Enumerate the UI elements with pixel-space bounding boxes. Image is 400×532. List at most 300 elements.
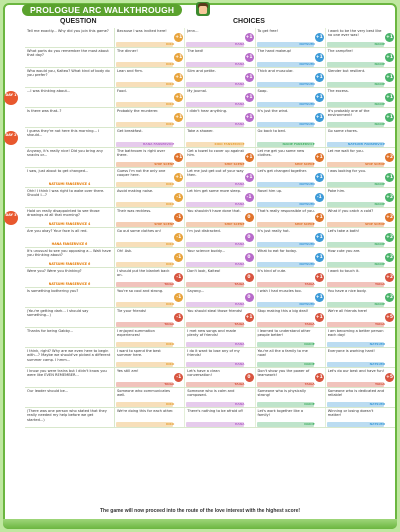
choice-text: I was looking for you. [327,169,367,173]
question-cell [25,368,115,387]
character-avatar-icon [196,2,210,16]
choice-text: Go out some clothes on! [117,229,162,233]
choice-cell [185,208,255,227]
character-color-bar [116,362,173,367]
choice-text: Let's do our best and have fun! [327,369,385,373]
choice-cell [256,188,326,207]
points-badge: +1 [315,275,323,280]
choice-text: Go back to bed. [257,129,286,133]
character-color-bar [116,422,173,427]
choice-text: We're doing this for each other. [117,409,174,413]
fanservice-tag: NATSUMI FANSERVICE 6 [48,282,91,286]
choice-text: Jenn... [187,29,199,33]
table-row [25,168,395,188]
character-label: HANA [234,422,245,426]
choice-cell [115,28,185,47]
character-label: NATSUMI [299,102,315,106]
choice-cell [326,368,395,387]
choice-cell [326,28,395,47]
character-label: KIKO [166,362,175,366]
table-row [25,408,395,428]
points-badge: -1 [316,195,322,200]
character-label: TAIGA [304,282,315,286]
choice-cell [256,108,326,127]
points-badge: +1 [315,55,323,60]
points-badge: +1 [386,55,393,60]
points-badge: +1 [315,235,323,240]
points-badge: +1 [386,75,393,80]
points-badge: +1 [386,175,393,180]
question-cell [25,68,115,87]
question-text: Our leader should be... [27,389,69,393]
choice-cell [326,68,395,87]
choice-cell [115,328,185,347]
points-badge: +1 [315,75,323,80]
question-text: I saw, just about to get changed... [27,169,89,173]
character-label: KIKO [166,202,175,206]
choice-cell [185,148,255,167]
character-label: NATSUMI [369,342,385,346]
character-label: NADIE [374,62,385,66]
question-cell [25,328,115,347]
character-label: TAIGA [234,282,245,286]
table-row [25,288,395,308]
points-badge: +2 [386,275,393,280]
choice-cell [185,128,255,147]
choice-text: It's just the wind. [257,109,289,113]
choice-text: That's really responsible of you. [257,209,315,213]
question-cell [25,268,115,287]
choice-text: How cute you are. [327,249,361,253]
character-label: TAIGA [304,322,315,326]
points-badge: +1 [315,35,323,40]
character-color-bar [116,302,173,307]
choice-text: Don't look, Kaiteo! [187,269,221,273]
choice-cell [115,368,185,387]
choice-cell [326,88,395,107]
choice-cell [326,248,395,267]
points-badge: +1 [315,115,323,120]
choice-text: I want to spend the best summer here. [117,349,161,358]
choice-text: I want to touch it. [327,269,360,273]
choice-text: Lean and firm. [117,69,143,73]
choice-text: The bed! [187,49,204,53]
choice-text: Get breakfast. [117,129,143,133]
points-badge: -1 [176,275,182,280]
character-label: NATSUMI [299,42,315,46]
points-badge: +2 [386,155,393,160]
character-label: NATSUMI [299,182,315,186]
choice-text: I'm just distracted. [187,229,221,233]
question-cell [25,288,115,307]
question-text: Are you okay? Your face is all red. [27,229,88,233]
character-label: NATSUMI [299,82,315,86]
choice-cell [326,388,395,407]
points-badge: +2 [386,195,393,200]
points-badge: +1 [315,175,323,180]
character-label: NATSUMI [369,402,385,406]
character-label: NADIE [374,42,385,46]
choice-text: Someone who is physically strong! [257,389,306,398]
points-badge: +1 [245,315,253,320]
choice-text: You're so cool and strong. [117,289,164,293]
choice-cell [256,148,326,167]
points-badge: +1 [245,75,253,80]
choice-text: Because I was invited here! [117,29,167,33]
question-cell [25,108,115,127]
points-badge: +2 [386,295,393,300]
points-badge: -1 [176,375,182,380]
choice-text: Someone who communicates well. [117,389,170,398]
question-cell [25,88,115,107]
choice-text: Avoid making noise. [117,189,154,193]
choice-cell [115,68,185,87]
character-label: KIKO [166,102,175,106]
character-label: HANA FANSERVICE [142,142,175,146]
character-color-bar [116,62,173,67]
question-cell [25,248,115,267]
character-label: NADIE [374,102,385,106]
choice-text: I met new songs and made plenty of friends! [187,329,237,338]
choice-text: You shouldn't have done that. [187,209,241,213]
choice-text: Tie your friends! [117,309,147,313]
points-badge: 0 [245,213,254,222]
character-label: NADIE [374,182,385,186]
choice-text: Food. [117,89,127,93]
character-color-bar [116,262,173,267]
choice-cell [185,168,255,187]
choice-text: Their was reckless. [117,209,152,213]
points-badge: +1 [175,35,183,40]
table-row [25,368,395,388]
choice-cell [115,188,185,207]
points-badge: +1 [315,255,323,260]
question-cell [25,388,115,407]
choice-text: The excess. [327,89,349,93]
choice-text: I didn't hear anything. [187,109,228,113]
character-label: HANA [234,342,245,346]
choice-cell [326,128,395,147]
choice-cell [185,388,255,407]
points-badge: 0 [245,273,254,282]
points-badge: 0 [245,293,254,302]
choice-cell [326,288,395,307]
choice-text: The dinner! [117,49,138,53]
choice-cell [326,328,395,347]
choice-text: Thick and muscular. [257,69,294,73]
question-cell [25,28,115,47]
choice-text: Let me just get out of your way then. [187,169,244,178]
fanservice-tag: NATSUMI FANSERVICE 4 [48,182,91,186]
walkthrough-table [5,28,395,428]
choice-text: Everyone is working hard! [327,349,375,353]
choice-cell [256,68,326,87]
character-label: SHIP SCENE [224,162,245,166]
points-badge: +1 [386,95,393,100]
character-label: TAIGA [164,382,175,386]
choice-cell [326,348,395,367]
character-label: NADIE [374,302,385,306]
choice-cell [185,368,255,387]
table-row [25,68,395,88]
choice-text: What to eat for today. [257,249,297,253]
points-badge: 0 [245,253,254,262]
question-text: Is there was that..? [27,109,62,113]
choice-text: We're all friends here! [327,309,368,313]
question-text: I think, right? Why are we even here to begin with...? Maybe we should've picked a different summer camp. I hmm... [27,349,111,362]
day-marker-badge: DAY 1 [4,91,18,105]
choice-cell [185,248,255,267]
points-badge: 0 [245,373,254,382]
table-row [25,328,395,348]
character-label: NADIE [304,422,315,426]
points-badge: -1 [176,235,182,240]
points-badge: +2 [386,255,393,260]
character-label: HANA [234,202,245,206]
question-cell [25,228,115,247]
character-label: SHIP SCENE [294,222,315,226]
question-cell [25,128,115,147]
choice-text: Probably the murderer. [117,109,159,113]
points-badge: +1 [315,295,323,300]
choice-cell [115,128,185,147]
day-marker-badge: DAY 3 [4,211,18,225]
table-row [5,208,395,228]
points-badge: +1 [175,175,183,180]
choice-text: Get a towel to cover up against him. [187,149,244,158]
day-marker-badge: DAY 2 [4,131,18,145]
character-label: HANA [234,42,245,46]
choice-cell [185,308,255,327]
choice-cell [326,108,395,127]
question-cell [25,348,115,367]
choice-cell [115,348,185,367]
choice-cell [185,288,255,307]
character-label: NADIE [304,342,315,346]
choice-cell [256,208,326,227]
character-label: TAIGA [234,322,245,326]
choice-cell [326,308,395,327]
points-badge: +1 [245,35,253,40]
character-label: HANA [234,242,245,246]
table-row [25,308,395,328]
choice-text: Let's take a bath! [327,229,360,233]
choice-text: Soap. [257,89,268,93]
character-label: SHIP SCENE [294,162,315,166]
choice-text: You have a nice body. [327,289,367,293]
character-label: HANA [234,122,245,126]
character-label: NADIE [374,122,385,126]
choice-cell [115,228,185,247]
character-label: KIKO [166,122,175,126]
character-label: HANA [234,302,245,306]
character-label: TAIGA [374,322,385,326]
footer-note: The game will now proceed into the route of the love interest with the highest score! [99,508,301,514]
choice-cell [115,168,185,187]
choice-cell [256,48,326,67]
character-color-bar [116,82,173,87]
choice-text: Winning or losing doesn't matter! [327,409,374,418]
choice-cell [256,248,326,267]
table-row [25,48,395,68]
points-badge: +1 [175,75,183,80]
choice-cell [185,88,255,107]
question-text: I guess they're not here this morning... I should... [27,129,100,138]
choice-cell [256,288,326,307]
question-text: It's unusual to see you opposing a... Wait have you thinking about? [27,249,111,258]
question-text: Who would you, Kaiteo? What kind of body do you prefer? [27,69,110,78]
character-label: NADIE [304,362,315,366]
points-badge: +1 [315,95,323,100]
points-badge: +1 [386,115,393,120]
points-badge: +1 [245,95,253,100]
character-label: SHIP SCENE [154,222,175,226]
question-cell [25,308,115,327]
question-cell [25,188,115,207]
choice-text: Slender but resilient. [327,69,366,73]
choice-text: Sayang... [187,289,205,293]
points-badge: +1 [386,35,393,40]
choice-cell [115,308,185,327]
choice-text: You're all the a family to me now! [257,349,308,358]
choice-cell [185,68,255,87]
choice-text: Let me wait for you. [327,149,364,153]
choice-text: Don't show you the power of teamwork! [257,369,310,378]
character-color-bar [116,402,173,407]
question-cell [25,408,115,427]
choice-text: My journal. [187,89,208,93]
choice-text: Slim and petite. [187,69,216,73]
choice-text: Yes still am! [117,369,139,373]
choice-cell [185,48,255,67]
choice-text: It's kind of cute. [257,269,287,273]
character-label: KIKO [166,402,175,406]
character-color-bar [116,42,173,47]
character-label: NATSUMI [299,62,315,66]
points-badge: +5 [386,375,393,380]
character-label: HANA [234,62,245,66]
choice-cell [115,148,185,167]
character-color-bar [116,102,173,107]
choice-text: Ravel him up. [257,189,283,193]
choice-cell [115,208,185,227]
choice-cell [326,408,395,427]
choice-text: Someone who is dedicated and reliable! [327,389,385,398]
choice-cell [256,268,326,287]
points-badge: +1 [175,155,183,160]
table-row [25,388,395,408]
question-text: Were you? Were you thinking? [27,269,82,273]
question-text: I know you were trains but I didn't know you were like EVEN REMEMBER... [27,369,107,378]
choice-cell [185,188,255,207]
choice-cell [256,368,326,387]
choice-text: Let's have a clean conversation! [187,369,220,378]
character-color-bar [116,342,173,347]
choice-cell [256,328,326,347]
points-badge: +1 [315,155,323,160]
choice-cell [256,128,326,147]
choice-text: Let me get you some new clothes. [257,149,305,158]
points-badge: +1 [245,55,253,60]
choice-text: Guess I'm not the only one cooper here. [117,169,166,178]
character-label: KIKO [166,182,175,186]
choice-text: Go some chores. [327,129,358,133]
character-label: NATSUMI [369,422,385,426]
character-label: KIKO [166,302,175,306]
character-label: HANA [234,82,245,86]
table-row [25,248,395,268]
points-badge: -1 [176,255,182,260]
grass-decoration [3,519,397,529]
choice-cell [115,288,185,307]
fanservice-tag: HANA FANSERVICE 6 [51,242,88,246]
choice-cell [185,228,255,247]
character-label: TAIGA [304,382,315,386]
character-color-bar [116,182,173,187]
choice-text: Let's get changed together. [257,169,308,173]
choice-cell [256,308,326,327]
choice-text: The hand makeup! [257,49,292,53]
choice-text: Oh! Ask. [117,249,133,253]
choice-text: Take a shower. [187,129,214,133]
character-label: HANA [234,262,245,266]
choice-cell [326,228,395,247]
choice-cell [115,88,185,107]
table-row [25,268,395,288]
choice-cell [256,348,326,367]
page-title: PROLOGUE ARC WALKTHROUGH [22,4,182,16]
character-label: TAIGA [374,382,385,386]
points-badge: 0 [245,233,254,242]
question-text: Thanks for being Gabby... [27,329,73,333]
question-text: Is something bothering you? [27,289,79,293]
choice-cell [185,328,255,347]
choice-text: I want to be the very best like no one ever was! [327,29,382,38]
character-label: KIKO [166,42,175,46]
character-color-bar [116,202,173,207]
choice-text: The bathroom is right over there. [117,149,166,158]
character-label: TAIGA [234,382,245,386]
table-row [25,148,395,168]
points-badge: +1 [245,115,253,120]
choices-header: CHOICES [233,18,265,25]
choice-cell [326,148,395,167]
character-label: SHIP SCENE [364,222,385,226]
character-label: KIKO [166,242,175,246]
table-row [25,228,395,248]
character-label: SHIP SCENE [224,222,245,226]
points-badge: -1 [176,215,182,220]
character-label: SHIP SCENE [364,162,385,166]
points-badge: -1 [176,315,182,320]
character-label: KIKO [166,342,175,346]
character-label: TAIGA [374,282,385,286]
choice-text: Stop making this a big deal! [257,309,309,313]
points-badge: -1 [176,295,182,300]
question-cell [25,148,115,167]
points-badge: +2 [386,235,393,240]
question-cell [25,208,115,227]
character-label: HANA [234,102,245,106]
choice-cell [326,168,395,187]
choice-cell [326,48,395,67]
question-text: (You're getting dark... I should say something...) [27,309,89,318]
points-badge: +1 [175,55,183,60]
character-label: TAIGA [164,282,175,286]
points-badge: +1 [245,175,253,180]
character-label: NATSUMI [299,242,315,246]
choice-cell [115,108,185,127]
